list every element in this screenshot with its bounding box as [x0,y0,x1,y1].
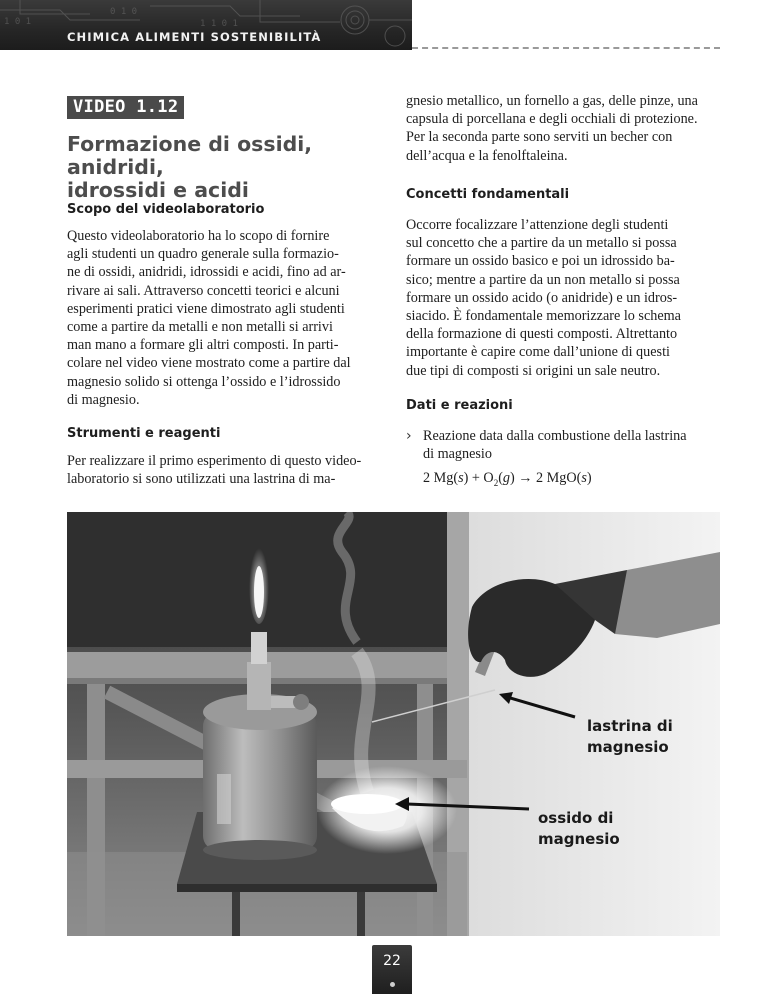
eq-part: ) [586,470,592,486]
label-line: magnesio [538,830,620,848]
eq-part: ) + O [463,470,494,486]
tools-paragraph-continued [406,92,720,165]
text-line: come a partire da metalli e non metalli si arrivi [67,319,333,336]
header-band [0,0,412,50]
text-line: Per la seconda parte sono serviti un becher con [406,129,673,146]
text-line: formare un ossido acido (o anidride) e un idros- [406,289,678,306]
text-line: man mano a formare gli altri composti. In parti- [67,337,339,354]
text-line: gnesio metallico, un fornello a gas, delle pinze, una [406,93,698,109]
section-heading-tools: Strumenti e reagenti [67,426,221,441]
text-line: della formazione di questi composti. Altrettanto [406,326,678,343]
section-heading-data: Dati e reazioni [406,398,513,413]
label-magnesium-oxide [538,808,620,850]
reaction-bullet [406,427,720,463]
text-line: ne di ossidi, anidridi, idrossidi e acidi, fino ad ar- [67,264,346,281]
video-badge: VIDEO 1.12 [67,96,184,119]
label-line: ossido di [538,809,614,827]
text-line: siacido. È fondamentale memorizzare lo schema [406,308,681,325]
svg-text:1 0 1: 1 0 1 [4,17,32,27]
header-divider [412,47,720,49]
svg-text:1 1 0 1: 1 1 0 1 [200,19,238,29]
eq-part: ( [498,470,503,486]
experiment-photo [67,512,720,936]
section-heading-scope: Scopo del videolaboratorio [67,202,265,217]
page-number: 22 [383,953,401,969]
eq-part: 2 Mg( [423,470,459,486]
text-line: Occorre focalizzare l’attenzione degli studenti [406,217,669,233]
text-line: rivare ai sali. Attraverso concetti teorici e alcuni [67,282,340,299]
eq-state: s [581,470,587,486]
text-line: colare nel video viene mostrato come a partire dal [67,355,351,372]
bullet-text [423,427,720,463]
eq-state: g [502,470,511,486]
text-line: agli studenti un quadro generale sulla formazio- [67,246,339,263]
svg-text:0 1 0: 0 1 0 [110,7,138,17]
text-line: formare un ossido basico e poi un idrossido ba- [406,253,675,270]
article-title-line: idrossidi e acidi [67,178,249,202]
eq-state: s [458,470,464,486]
chevron-right-icon: › [406,428,412,444]
text-line: sul concetto che a partire da un metallo si possa [406,235,677,252]
concepts-paragraph [406,216,720,380]
text-line: importante è capire come dall’unione di questi [406,344,670,361]
text-line: Reazione data dalla combustione della lastrina [423,428,687,444]
text-line: magnesio solido si ottenga l’ossido e l’idrossido [67,373,341,390]
section-heading-concepts: Concetti fondamentali [406,187,570,202]
scope-paragraph [67,227,383,409]
text-line: sico; mentre a partire da un non metallo si possa [406,271,680,288]
article-title-line: Formazione di ossidi, anidridi, [67,132,313,179]
text-line: Questo videolaboratorio ha lo scopo di fornire [67,228,330,244]
article-title [67,133,387,202]
label-magnesium-strip [587,716,673,758]
text-line: Per realizzare il primo esperimento di questo video- [67,453,362,469]
eq-subscript: 2 [493,477,499,488]
text-line: capsula di porcellana e degli occhiali di protezione. [406,111,698,128]
label-line: lastrina di [587,717,673,735]
text-line: dell’acqua e la fenolftaleina. [406,147,568,164]
text-line: esperimenti pratici viene dimostrato agli studenti [67,300,345,317]
text-line: due tipi di composti si origini un sale neutro. [406,362,661,379]
page-dot-icon [390,982,395,987]
header-title: CHIMICA ALIMENTI SOSTENIBILITÀ [67,30,322,44]
chemical-equation [423,470,592,488]
eq-part: ) → 2 MgO( [510,470,582,486]
label-line: magnesio [587,738,669,756]
text-line: di magnesio [423,446,492,463]
text-line: di magnesio. [67,391,140,408]
page-number-tab [372,945,412,994]
text-line: laboratorio si sono utilizzati una lastrina di ma- [67,471,336,488]
tools-paragraph [67,452,383,488]
